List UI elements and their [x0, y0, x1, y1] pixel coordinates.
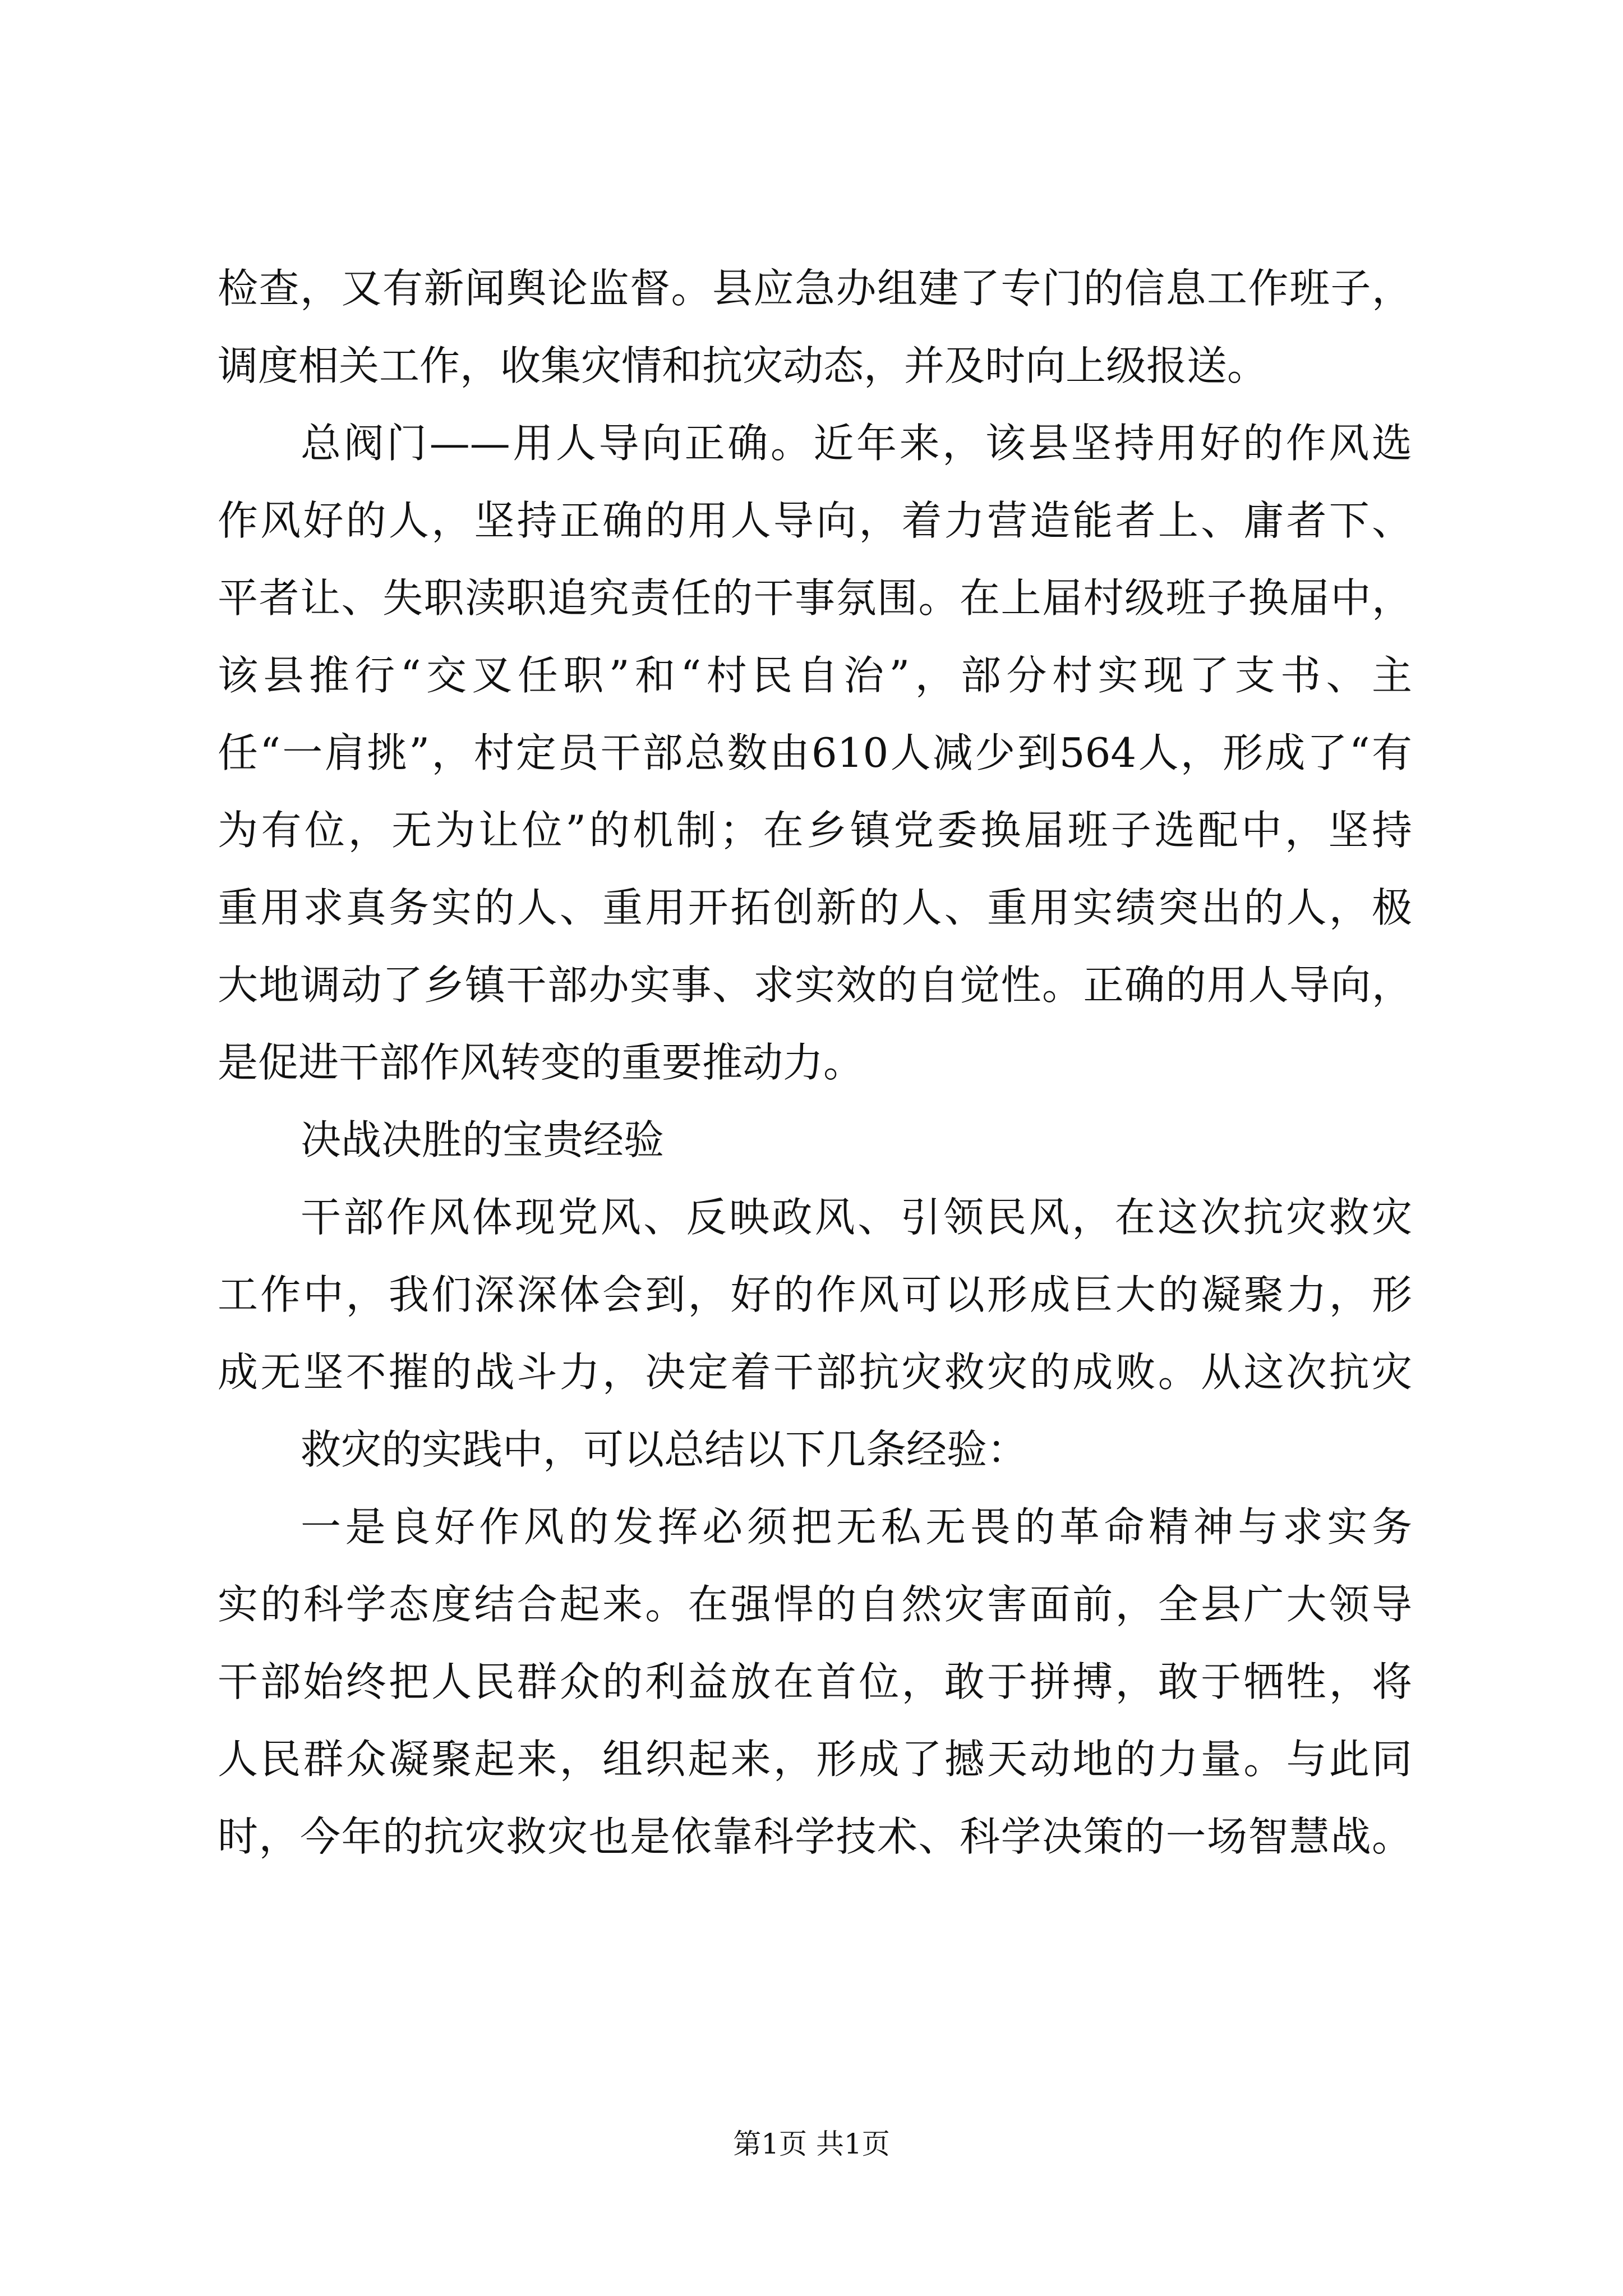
text-line: 干部作风体现党风、反映政风、引领民风，在这次抗灾救灾 — [301, 1194, 1412, 1241]
text-line: 该县推行“交叉任职”和“村民自治”，部分村实现了支书、主 — [218, 652, 1412, 699]
text-line: 重用求真务实的人、重用开拓创新的人、重用实绩突出的人，极 — [218, 884, 1412, 931]
text-line: 干部始终把人民群众的利益放在首位，敢于拼搏，敢于牺牲，将 — [218, 1658, 1412, 1705]
text-line: 检查，又有新闻舆论监督。县应急办组建了专门的信息工作班子， — [218, 265, 1412, 312]
text-line: 是促进干部作风转变的重要推动力。 — [218, 1039, 864, 1086]
text-line: 成无坚不摧的战斗力，决定着干部抗灾救灾的成败。从这次抗灾 — [218, 1349, 1412, 1396]
section-heading: 决战决胜的宝贵经验 — [301, 1116, 665, 1163]
text-line: 一是良好作风的发挥必须把无私无畏的革命精神与求实务 — [301, 1503, 1412, 1550]
text-line: 为有位，无为让位”的机制；在乡镇党委换届班子选配中，坚持 — [218, 807, 1412, 854]
text-line: 总阀门——用人导向正确。近年来，该县坚持用好的作风选 — [301, 420, 1412, 467]
text-line: 实的科学态度结合起来。在强悍的自然灾害面前，全县广大领导 — [218, 1581, 1412, 1628]
text-line: 调度相关工作，收集灾情和抗灾动态，并及时向上级报送。 — [218, 342, 1268, 389]
page-number-footer: 第1页 共1页 — [733, 2128, 890, 2160]
text-line: 作风好的人，坚持正确的用人导向，着力营造能者上、庸者下、 — [218, 497, 1412, 544]
text-line: 救灾的实践中，可以总结以下几条经验： — [301, 1426, 1028, 1473]
text-line: 人民群众凝聚起来，组织起来，形成了撼天动地的力量。与此同 — [218, 1736, 1412, 1783]
text-line: 时，今年的抗灾救灾也是依靠科学技术、科学决策的一场智慧战。 — [218, 1813, 1412, 1860]
text-line: 平者让、失职渎职追究责任的干事氛围。在上届村级班子换届中， — [218, 574, 1412, 622]
text-line: 任“一肩挑”，村定员干部总数由610人减少到564人，形成了“有 — [218, 729, 1412, 776]
text-line: 工作中，我们深深体会到，好的作风可以形成巨大的凝聚力，形 — [218, 1271, 1412, 1318]
text-line: 大地调动了乡镇干部办实事、求实效的自觉性。正确的用人导向， — [218, 961, 1412, 1009]
document-body — [218, 250, 1412, 1875]
